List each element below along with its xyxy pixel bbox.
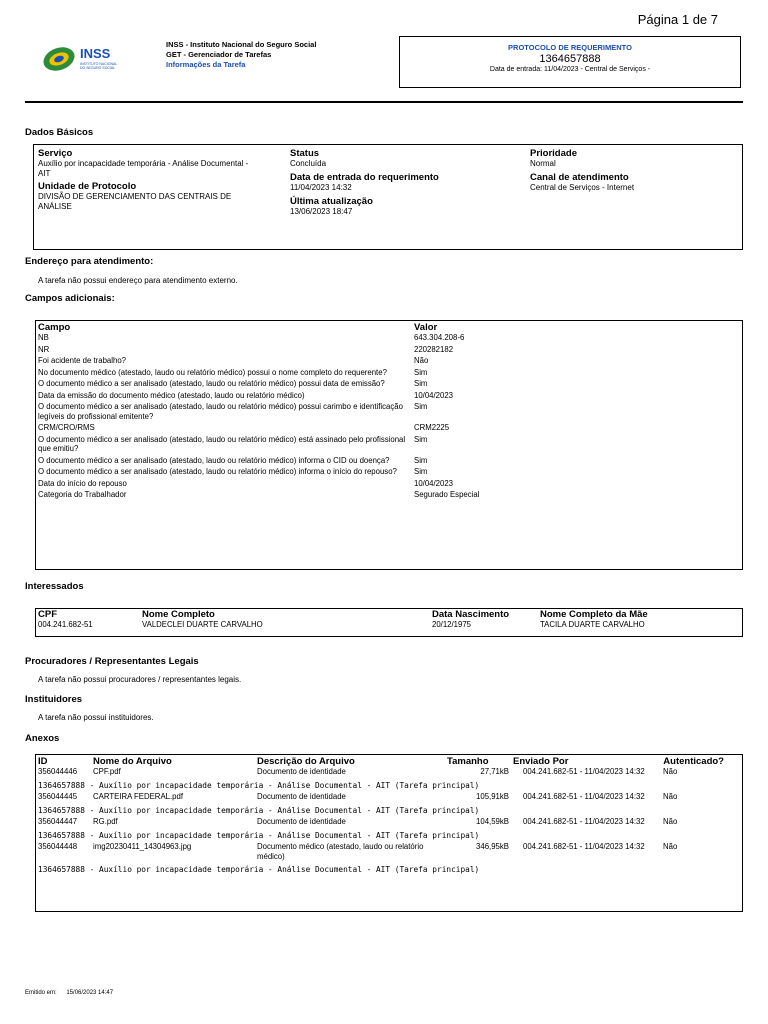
footer <box>25 990 113 996</box>
table-row <box>36 467 742 479</box>
section-interested-title: Interessados <box>25 581 84 592</box>
entry-date-label: Data de entrada do requerimento <box>290 172 439 183</box>
field-value: 643.304.208-6 <box>414 333 465 342</box>
attachment-file-name: img20230411_14304963.jpg <box>93 842 192 851</box>
col-value-header: Valor <box>414 322 438 333</box>
field-value: Sim <box>414 434 428 444</box>
unit-value: DIVISÃO DE GERENCIAMENTO DAS CENTRAIS DE ANÁLISE <box>38 192 232 211</box>
attachment-file-name: CARTEIRA FEDERAL.pdf <box>93 792 183 801</box>
section-basic-title: Dados Básicos <box>25 127 94 138</box>
interested-name: VALDECLEI DUARTE CARVALHO <box>142 620 263 629</box>
col-cpf-header: CPF <box>38 609 57 620</box>
address-note: A tarefa não possui endereço para atendimento externo. <box>38 276 238 285</box>
col-id-header: ID <box>38 756 48 767</box>
table-row <box>36 345 742 357</box>
field-value: Sim <box>414 402 428 411</box>
col-name-header: Nome Completo <box>142 609 215 620</box>
field-value: 10/04/2023 <box>414 478 454 488</box>
interested-mother: TACILA DUARTE CARVALHO <box>540 620 645 629</box>
col-birth-header: Data Nascimento <box>432 609 510 620</box>
table-row <box>36 456 742 468</box>
page-number: Página 1 de 7 <box>637 12 718 27</box>
attachment-size: 27,71kB <box>480 767 509 776</box>
attachment-description: Documento médico (atestado, laudo ou relatório médico) <box>257 842 424 861</box>
field-value: Sim <box>414 367 428 377</box>
protocol-title: PROTOCOLO DE REQUERIMENTO <box>508 43 632 52</box>
col-auth-header: Autenticado? <box>663 756 724 767</box>
col-file-header: Nome do Arquivo <box>93 756 172 767</box>
table-row <box>36 490 742 502</box>
attachment-authenticated: Não <box>663 792 678 801</box>
section-address-title: Endereço para atendimento: <box>25 256 154 267</box>
field-value: Não <box>414 356 429 365</box>
table-row <box>36 842 742 861</box>
attachment-task-row <box>36 861 742 877</box>
attachment-sent-by: 004.241.682-51 - 11/04/2023 14:32 <box>523 767 645 776</box>
col-mother-header: Nome Completo da Mãe <box>540 609 648 620</box>
extra-fields-table <box>36 322 742 502</box>
attachment-task: 1364657888 - Auxílio por incapacidade temporária - Análise Documental - AIT (Tarefa principal) <box>38 780 480 790</box>
table-row <box>36 368 742 380</box>
attachments-table <box>36 756 742 877</box>
attachment-size: 346,95kB <box>476 842 509 851</box>
field-name: No documento médico (atestado, laudo ou relatório médico) possui o nome completo do requerente? <box>38 367 387 377</box>
status-value: Concluída <box>290 159 327 168</box>
field-name: NB <box>38 333 49 342</box>
field-value: 10/04/2023 <box>414 390 454 400</box>
service-value: Auxílio por incapacidade temporária - Análise Documental - AIT <box>38 159 249 178</box>
field-value: Sim <box>414 467 428 476</box>
basic-data-box <box>33 144 743 250</box>
footer-date: 15/06/2023 14:47 <box>66 990 114 996</box>
status-label: Status <box>290 148 320 159</box>
attachment-description: Documento de identidade <box>257 792 346 801</box>
attachment-sent-by: 004.241.682-51 - 11/04/2023 14:32 <box>523 817 645 826</box>
attachment-file-name: RG.pdf <box>93 817 118 826</box>
interested-cpf: 004.241.682-51 <box>38 620 93 629</box>
field-name: Data do início do repouso <box>38 478 127 488</box>
section-founders-title: Instituidores <box>25 694 83 705</box>
field-name: O documento médico a ser analisado (atestado, laudo ou relatório médico) informa o início do repouso? <box>38 467 397 476</box>
col-sent-header: Enviado Por <box>513 756 569 767</box>
attachment-id: 356044448 <box>38 842 78 851</box>
interested-box <box>35 608 743 637</box>
logo-text: INSS <box>80 46 111 61</box>
attachment-id: 356044445 <box>38 792 78 801</box>
section-extra-title: Campos adicionais: <box>25 293 115 304</box>
section-attorneys-title: Procuradores / Representantes Legais <box>25 656 199 667</box>
last-update-value: 13/06/2023 18:47 <box>290 207 353 216</box>
protocol-number: 1364657888 <box>539 53 601 65</box>
field-name: Foi acidente de trabalho? <box>38 356 126 365</box>
service-label: Serviço <box>38 148 73 159</box>
attachment-task-row <box>36 827 742 843</box>
field-name: NR <box>38 344 50 354</box>
header-text <box>166 40 316 70</box>
field-name: Data da emissão do documento médico (atestado, laudo ou relatório médico) <box>38 390 305 400</box>
interested-table <box>36 609 742 630</box>
last-update-label: Última atualização <box>290 196 373 207</box>
attachment-description: Documento de identidade <box>257 767 346 776</box>
header-divider <box>25 101 743 103</box>
field-name: O documento médico a ser analisado (atestado, laudo ou relatório médico) possui data de emissão? <box>38 379 385 388</box>
protocol-entry: Data de entrada: 11/04/2023 - Central de Serviços - <box>489 66 651 73</box>
attachment-sent-by: 004.241.682-51 - 11/04/2023 14:32 <box>523 842 645 851</box>
attachment-task-row <box>36 777 742 793</box>
field-name: O documento médico a ser analisado (atestado, laudo ou relatório médico) informa o CID ou doença? <box>38 455 390 465</box>
field-value: Sim <box>414 455 428 465</box>
attachment-sent-by: 004.241.682-51 - 11/04/2023 14:32 <box>523 792 645 801</box>
extra-fields-box <box>35 320 743 570</box>
field-value: Sim <box>414 379 428 388</box>
table-row <box>36 479 742 491</box>
table-row <box>36 391 742 403</box>
attachment-id: 356044447 <box>38 817 78 826</box>
table-row <box>36 333 742 345</box>
logo-subtitle-2: DO SEGURO SOCIAL <box>80 66 116 70</box>
priority-label: Prioridade <box>530 148 577 159</box>
table-row <box>36 620 742 630</box>
table-row <box>36 435 742 456</box>
interested-birth: 20/12/1975 <box>432 620 472 629</box>
field-name: CRM/CRO/RMS <box>38 423 95 432</box>
attachment-task: 1364657888 - Auxílio por incapacidade temporária - Análise Documental - AIT (Tarefa principal) <box>38 865 480 874</box>
attachment-task-row <box>36 802 742 818</box>
attachment-size: 104,59kB <box>476 817 509 826</box>
table-row <box>36 423 742 435</box>
table-row <box>36 767 742 777</box>
attachment-task: 1364657888 - Auxílio por incapacidade temporária - Análise Documental - AIT (Tarefa principal) <box>38 805 480 815</box>
col-desc-header: Descrição do Arquivo <box>257 756 355 767</box>
inss-logo <box>42 44 130 74</box>
attorneys-note: A tarefa não possui procuradores / representantes legais. <box>38 675 242 684</box>
table-row <box>36 817 742 827</box>
protocol-box <box>399 36 741 88</box>
channel-value: Central de Serviços - Internet <box>530 183 635 192</box>
table-row <box>36 402 742 423</box>
attachment-authenticated: Não <box>663 767 678 776</box>
attachment-authenticated: Não <box>663 817 678 826</box>
col-field-header: Campo <box>38 322 71 333</box>
footer-label: Emitido em: <box>25 990 57 996</box>
header-line-3: Informações da Tarefa <box>166 60 246 69</box>
attachment-id: 356044446 <box>38 767 78 776</box>
col-size-header: Tamanho <box>447 756 489 767</box>
header-line-1: INSS - Instituto Nacional do Seguro Social <box>166 40 317 49</box>
attachments-box <box>35 754 743 912</box>
unit-label: Unidade de Protocolo <box>38 181 137 192</box>
entry-date-value: 11/04/2023 14:32 <box>290 183 352 192</box>
field-name: O documento médico a ser analisado (atestado, laudo ou relatório médico) está assinado pelo profissional que emitiu? <box>38 434 406 453</box>
attachment-size: 105,91kB <box>476 792 509 801</box>
table-row <box>36 356 742 368</box>
founders-note: A tarefa não possui instituidores. <box>38 713 154 722</box>
attachment-file-name: CPF.pdf <box>93 767 121 776</box>
field-name: Categoria do Trabalhador <box>38 490 127 499</box>
logo-subtitle-1: INSTITUTO NACIONAL <box>80 62 118 66</box>
priority-value: Normal <box>530 159 556 168</box>
table-row <box>36 792 742 802</box>
field-value: 220282182 <box>414 344 454 354</box>
field-name: O documento médico a ser analisado (atestado, laudo ou relatório médico) possui carimbo e identificação legíveis do profissional emitente? <box>38 402 403 421</box>
attachment-description: Documento de identidade <box>257 817 346 826</box>
field-value: Segurado Especial <box>414 490 480 499</box>
attachment-task: 1364657888 - Auxílio por incapacidade temporária - Análise Documental - AIT (Tarefa principal) <box>38 830 480 840</box>
field-value: CRM2225 <box>414 423 450 432</box>
channel-label: Canal de atendimento <box>530 172 629 183</box>
section-attachments-title: Anexos <box>25 733 60 744</box>
table-row <box>36 379 742 391</box>
attachment-authenticated: Não <box>663 842 678 851</box>
header-line-2: GET - Gerenciador de Tarefas <box>166 50 272 59</box>
